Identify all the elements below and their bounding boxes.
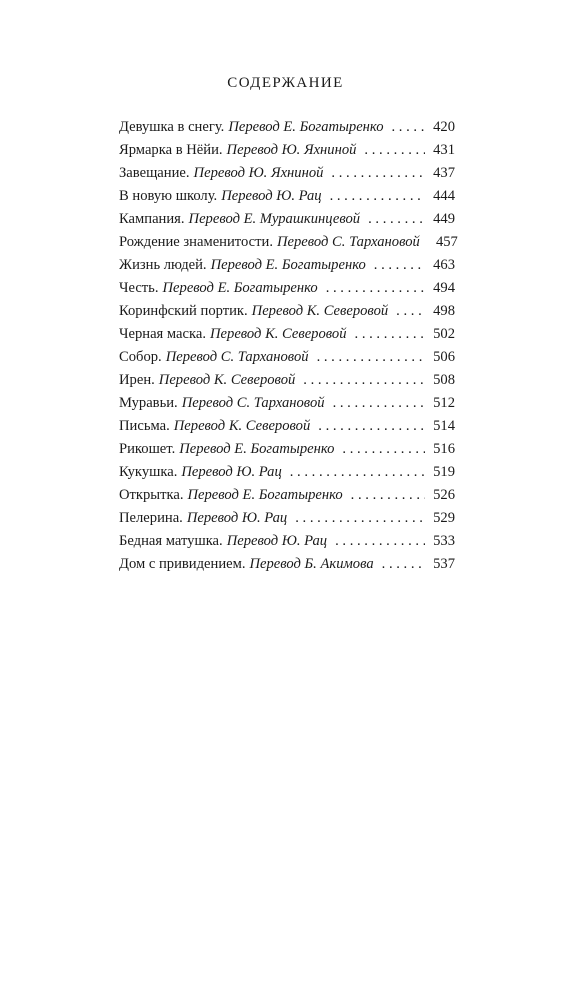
- entry-page-number: 444: [433, 188, 455, 204]
- dot-leader: [396, 300, 425, 323]
- toc-entry: [119, 530, 455, 553]
- toc-entry: [119, 415, 455, 438]
- entry-page-number: 494: [433, 280, 455, 296]
- toc-entry: [119, 139, 455, 162]
- entry-title: Черная маска.: [119, 326, 206, 342]
- toc-entry: [119, 231, 458, 254]
- entry-translator: Перевод Е. Богатыренко: [228, 119, 384, 135]
- entry-page-number: 537: [433, 556, 455, 572]
- entry-translator: Перевод Е. Мурашкинцевой: [188, 211, 361, 227]
- entry-translator: Перевод Е. Богатыренко: [210, 257, 366, 273]
- toc-entry: [119, 392, 455, 415]
- toc-entry: [119, 461, 455, 484]
- entry-title: Ирен.: [119, 372, 155, 388]
- dot-leader: [317, 346, 425, 369]
- entry-title: Кукушка.: [119, 464, 178, 480]
- entry-translator: Перевод Ю. Яхниной: [193, 165, 324, 181]
- toc-entry: [119, 162, 455, 185]
- dot-leader: [355, 323, 425, 346]
- entry-title: Рождение знаменитости.: [119, 234, 273, 250]
- entry-title: Рикошет.: [119, 441, 176, 457]
- entry-page-number: 437: [433, 165, 455, 181]
- entry-page-number: 457: [435, 234, 458, 250]
- entry-title: Пелерина.: [119, 510, 183, 526]
- entry-page-number: 449: [433, 211, 455, 227]
- toc-entry: [119, 300, 455, 323]
- entry-page-number: 431: [433, 142, 455, 158]
- entry-translator: Перевод К. Северовой: [158, 372, 296, 388]
- toc-entry: [119, 277, 455, 300]
- entry-title: Ярмарка в Нёйи.: [119, 142, 223, 158]
- entry-title: Жизнь людей.: [119, 257, 207, 273]
- entry-translator: Перевод К. Северовой: [210, 326, 347, 342]
- entry-page-number: 506: [433, 349, 455, 365]
- entry-title: Честь.: [119, 280, 159, 296]
- toc-heading: СОДЕРЖАНИЕ: [227, 75, 344, 91]
- entry-title: Дом с привидением.: [119, 556, 246, 572]
- dot-leader: [335, 530, 425, 553]
- toc-entry: [119, 323, 455, 346]
- entry-page-number: 463: [433, 257, 455, 273]
- entry-title: В новую школу.: [119, 188, 218, 204]
- dot-leader: [333, 392, 425, 415]
- entry-page-number: 529: [433, 510, 455, 526]
- entry-translator: Перевод К. Северовой: [251, 303, 389, 319]
- entry-page-number: 512: [433, 395, 455, 411]
- entry-translator: Перевод С. Тархановой: [165, 349, 309, 365]
- entry-page-number: 498: [433, 303, 455, 319]
- entry-translator: Перевод Е. Богатыренко: [179, 441, 335, 457]
- entry-translator: Перевод Ю. Рац: [186, 510, 288, 526]
- dot-leader: [326, 277, 425, 300]
- dot-leader: [330, 185, 425, 208]
- dot-leader: [331, 162, 425, 185]
- entry-title: Коринфский портик.: [119, 303, 248, 319]
- entry-translator: Перевод С. Тархановой: [276, 234, 420, 250]
- entry-page-number: 519: [433, 464, 455, 480]
- entry-translator: Перевод Б. Акимова: [249, 556, 374, 572]
- dot-leader: [392, 116, 426, 139]
- dot-leader: [342, 438, 425, 461]
- entry-translator: Перевод К. Северовой: [173, 418, 311, 434]
- entry-translator: Перевод С. Тархановой: [181, 395, 325, 411]
- dot-leader: [374, 254, 425, 277]
- entry-title: Письма.: [119, 418, 170, 434]
- entry-page-number: 526: [433, 487, 455, 503]
- toc-entry: [119, 438, 455, 461]
- dot-leader: [364, 139, 425, 162]
- dot-leader: [318, 415, 425, 438]
- entry-page-number: 516: [433, 441, 455, 457]
- dot-leader: [303, 369, 425, 392]
- dot-leader: [368, 208, 425, 231]
- entry-translator: Перевод Е. Богатыренко: [162, 280, 318, 296]
- entry-title: Завещание.: [119, 165, 190, 181]
- entry-title: Кампания.: [119, 211, 185, 227]
- entry-page-number: 508: [433, 372, 455, 388]
- entry-translator: Перевод Ю. Рац: [226, 533, 328, 549]
- toc-entry: [119, 208, 455, 231]
- toc-entry: [119, 254, 455, 277]
- toc-entry: [119, 484, 455, 507]
- entry-title: Муравьи.: [119, 395, 178, 411]
- entry-translator: Перевод Ю. Рац: [181, 464, 282, 480]
- dot-leader: [290, 461, 425, 484]
- entry-title: Девушка в снегу.: [119, 119, 225, 135]
- toc-entry: [119, 553, 455, 576]
- entry-page-number: 533: [433, 533, 455, 549]
- entry-title: Собор.: [119, 349, 162, 365]
- toc-entry: [119, 116, 455, 139]
- entry-page-number: 514: [433, 418, 455, 434]
- entry-page-number: 502: [433, 326, 455, 342]
- entry-page-number: 420: [433, 119, 455, 135]
- entry-title: Открытка.: [119, 487, 184, 503]
- toc-list: [119, 116, 458, 576]
- toc-entry: [119, 346, 455, 369]
- entry-title: Бедная матушка.: [119, 533, 223, 549]
- entry-translator: Перевод Ю. Рац: [221, 188, 322, 204]
- toc-entry: [119, 185, 455, 208]
- entry-translator: Перевод Ю. Яхниной: [226, 142, 357, 158]
- dot-leader: [295, 507, 425, 530]
- dot-leader: [351, 484, 425, 507]
- toc-entry: [119, 507, 455, 530]
- entry-translator: Перевод Е. Богатыренко: [187, 487, 343, 503]
- dot-leader: [382, 553, 425, 576]
- toc-entry: [119, 369, 455, 392]
